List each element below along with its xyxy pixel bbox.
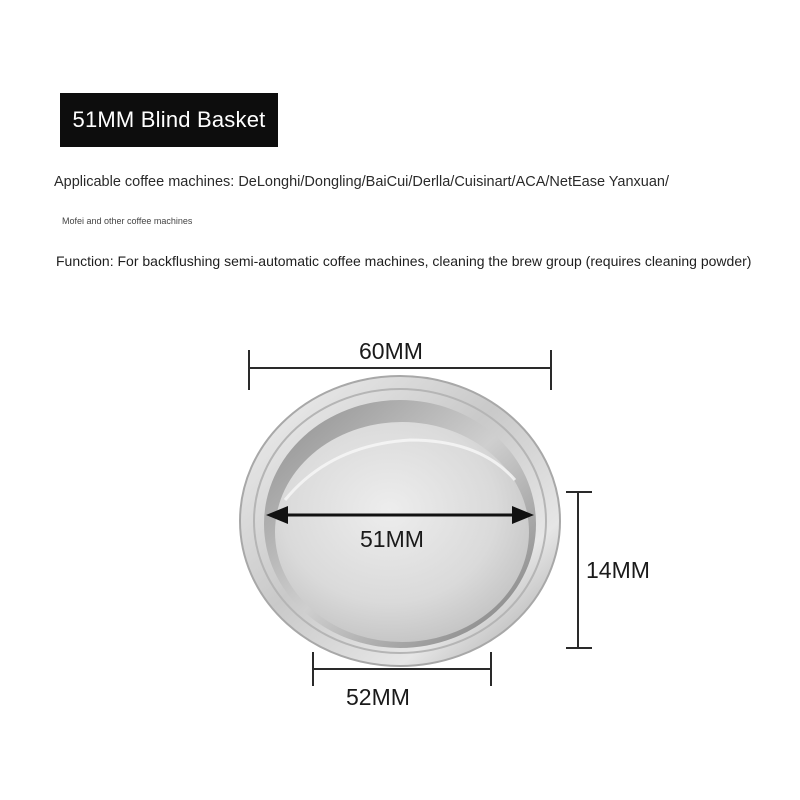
applicable-machines-continued: Mofei and other coffee machines [62, 216, 193, 226]
height-label: 14MM [586, 557, 650, 583]
applicable-machines-text: Applicable coffee machines: DeLonghi/Dongling/BaiCui/Derlla/Cuisinart/ACA/NetEase Yanxuan/ [54, 174, 669, 190]
inner-diameter-label: 51MM [360, 526, 424, 552]
base-diameter-label: 52MM [346, 684, 410, 710]
product-title: 51MM Blind Basket [72, 107, 266, 132]
function-text: Function: For backflushing semi-automatic coffee machines, cleaning the brew group (requires cleaning powder) [56, 253, 752, 269]
outer-diameter-label: 60MM [359, 338, 423, 364]
